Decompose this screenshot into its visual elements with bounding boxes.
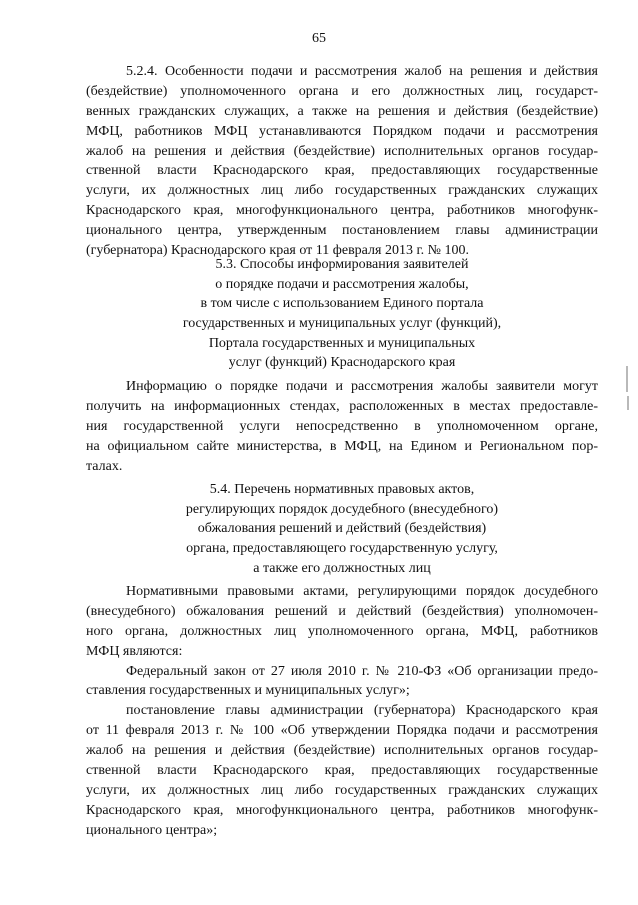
text-line: (губернатора) Краснодарского края от 11 февраля 2013 г. № 100.	[86, 243, 469, 259]
heading-line: 5.3. Способы информирования заявителей	[215, 257, 469, 272]
text-line: ционального центра»;	[86, 822, 218, 838]
text-line: МФЦ, работников МФЦ устанавливаются Порядком подачи и рассмотрения	[86, 123, 598, 139]
text-line: талах.	[86, 458, 123, 474]
text-line: ционального центра, утвержденным постановлением главы администрации	[86, 223, 598, 239]
text-line: МФЦ являются:	[86, 643, 183, 659]
text-line: получить на информационных стендах, расположенных в местах предоставле-	[86, 398, 598, 414]
text-line: услуги, их должностных лиц либо государственных гражданских служащих	[86, 183, 598, 199]
heading-line: а также его должностных лиц	[253, 560, 431, 576]
scan-margin-mark	[627, 396, 629, 410]
text-line: услуги, их должностных лиц либо государственных гражданских служащих	[86, 782, 598, 798]
heading-line: о порядке подачи и рассмотрения жалобы,	[215, 276, 469, 292]
page-number: 65	[312, 31, 326, 46]
text-line: Краснодарского края, многофункционального центра, работников многофунк-	[86, 203, 598, 219]
text-line: на официальном сайте министерства, в МФЦ, на Едином и Региональном пор-	[86, 438, 598, 454]
text-line: (внесудебного) обжалования решений и действий (бездействия) уполномочен-	[86, 603, 598, 619]
heading-5-4	[86, 480, 598, 578]
paragraph-5-2-4	[86, 62, 598, 261]
text-line: жалоб на решения и действия (бездействие) исполнительных органов государ-	[86, 743, 598, 759]
text-line: 5.2.4. Особенности подачи и рассмотрения жалоб на решения и действия	[126, 64, 598, 79]
text-line: ного органа, должностных лиц уполномоченного органа, МФЦ, работников	[86, 623, 598, 639]
text-line: (бездействие) уполномоченного органа и его должностных лиц, государст-	[86, 83, 598, 99]
text-line: венных гражданских служащих, а также на решения и действия (бездействие)	[86, 103, 598, 119]
heading-line: регулирующих порядок досудебного (внесудебного)	[185, 501, 499, 517]
scan-margin-mark	[626, 366, 628, 392]
text-line: ставления государственных и муниципальных услуг»;	[86, 683, 410, 699]
text-line: Информацию о порядке подачи и рассмотрения жалобы заявители могут	[126, 379, 598, 394]
text-line: жалоб на решения и действия (бездействие) исполнительных органов государ-	[86, 143, 598, 159]
text-line: постановление главы администрации (губернатора) Краснодарского края	[126, 703, 598, 719]
heading-line: 5.4. Перечень нормативных правовых актов,	[209, 482, 475, 497]
heading-line: государственных и муниципальных услуг (функций),	[182, 316, 502, 332]
text-line: Федеральный закон от 27 июля 2010 г. № 210-ФЗ «Об организации предо-	[126, 663, 598, 679]
heading-line: в том числе с использованием Единого портала	[200, 296, 484, 312]
paragraph-5-4	[86, 582, 598, 841]
heading-line: Портала государственных и муниципальных	[208, 335, 476, 351]
text-line: Нормативными правовыми актами, регулирующими порядок досудебного	[126, 584, 598, 599]
heading-line: обжалования решений и действий (бездействия)	[197, 521, 487, 537]
text-line: ственной власти Краснодарского края, предоставляющих государственные	[86, 163, 598, 179]
heading-line: органа, предоставляющего государственную услугу,	[186, 541, 498, 557]
paragraph-5-3	[86, 377, 598, 476]
text-line: от 11 февраля 2013 г. № 100 «Об утверждении Порядка подачи и рассмотрения	[86, 723, 598, 739]
text-line: ния государственной услуги непосредственно в уполномоченном органе,	[86, 418, 598, 434]
text-line: Краснодарского края, многофункционального центра, работников многофунк-	[86, 802, 598, 818]
heading-line: услуг (функций) Краснодарского края	[228, 355, 456, 371]
heading-5-3	[86, 255, 598, 373]
text-line: ственной власти Краснодарского края, предоставляющих государственные	[86, 763, 598, 779]
